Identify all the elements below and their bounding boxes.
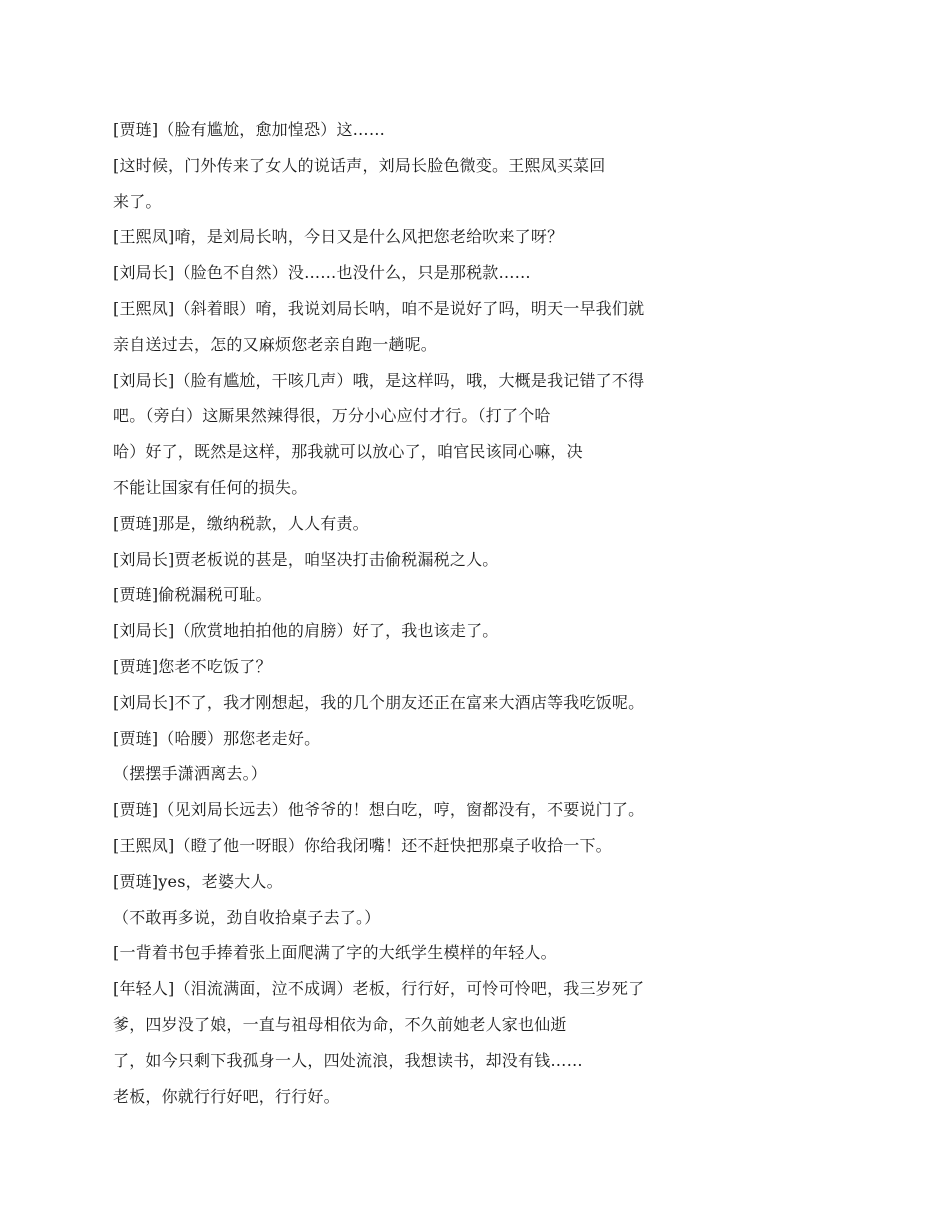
script-line: [年轻人]（泪流满面，泣不成调）老板，行行好，可怜可怜吧，我三岁死了 bbox=[113, 979, 645, 999]
script-line: 爹，四岁没了娘，一直与祖母相依为命，不久前她老人家也仙逝 bbox=[113, 1014, 567, 1034]
script-line: 了，如今只剩下我孤身一人，四处流浪，我想读书，却没有钱…… bbox=[113, 1050, 583, 1070]
script-line: 哈）好了，既然是这样，那我就可以放心了，咱官民该同心嘛，决 bbox=[113, 442, 583, 462]
script-line: [贾琏]（哈腰）那您老走好。 bbox=[113, 728, 321, 748]
script-line: [刘局长]（脸色不自然）没……也没什么，只是那税款…… bbox=[113, 263, 531, 283]
script-line: [贾琏]偷税漏税可耻。 bbox=[113, 585, 272, 605]
script-line: 亲自送过去，怎的又麻烦您老亲自跑一趟呢。 bbox=[113, 334, 438, 354]
script-line: [贾琏]您老不吃饭了？ bbox=[113, 656, 272, 676]
script-line: [刘局长]（欣赏地拍拍他的肩膀）好了，我也该走了。 bbox=[113, 621, 499, 641]
stage-direction-line: [一背着书包手捧着张上面爬满了字的大纸学生模样的年轻人。 bbox=[113, 943, 557, 963]
script-line: 老板，你就行行好吧，行行好。 bbox=[113, 1086, 340, 1106]
script-line: [王熙凤]（瞪了他一呀眼）你给我闭嘴！还不赶快把那桌子收拾一下。 bbox=[113, 835, 612, 855]
stage-direction-line: 来了。 bbox=[113, 191, 162, 211]
script-line: [贾琏]yes，老婆大人。 bbox=[113, 871, 283, 891]
stage-direction-line: （不敢再多说，劲自收拾桌子去了。） bbox=[113, 907, 381, 927]
script-line: [王熙凤]（斜着眼）唷，我说刘局长呐，咱不是说好了吗，明天一早我们就 bbox=[113, 298, 645, 318]
script-line: 不能让国家有任何的损失。 bbox=[113, 477, 308, 497]
stage-direction-line: （摆摆手潇洒离去。） bbox=[113, 764, 268, 784]
script-line: [贾琏]（脸有尴尬，愈加惶恐）这…… bbox=[113, 120, 386, 139]
stage-direction-line: [这时候，门外传来了女人的说话声，刘局长脸色微变。王熙凤买菜回 bbox=[113, 155, 606, 175]
document-page bbox=[113, 112, 733, 1114]
script-line: [刘局长]贾老板说的甚是，咱坚决打击偷税漏税之人。 bbox=[113, 549, 499, 569]
script-line: [贾琏]那是，缴纳税款，人人有责。 bbox=[113, 513, 369, 533]
script-line: [刘局长]不了，我才刚想起，我的几个朋友还正在富来大酒店等我吃饭呢。 bbox=[113, 692, 645, 712]
script-line: 吧。（旁白）这厮果然辣得很，万分小心应付才行。（打了个哈 bbox=[113, 406, 551, 426]
script-line: [王熙凤]唷，是刘局长呐，今日又是什么风把您老给吹来了呀？ bbox=[113, 227, 564, 247]
script-line: [刘局长]（脸有尴尬，干咳几声）哦，是这样吗，哦，大概是我记错了不得 bbox=[113, 370, 645, 390]
script-line: [贾琏]（见刘局长远去）他爷爷的！想白吃，哼，窗都没有，不要说门了。 bbox=[113, 800, 645, 820]
